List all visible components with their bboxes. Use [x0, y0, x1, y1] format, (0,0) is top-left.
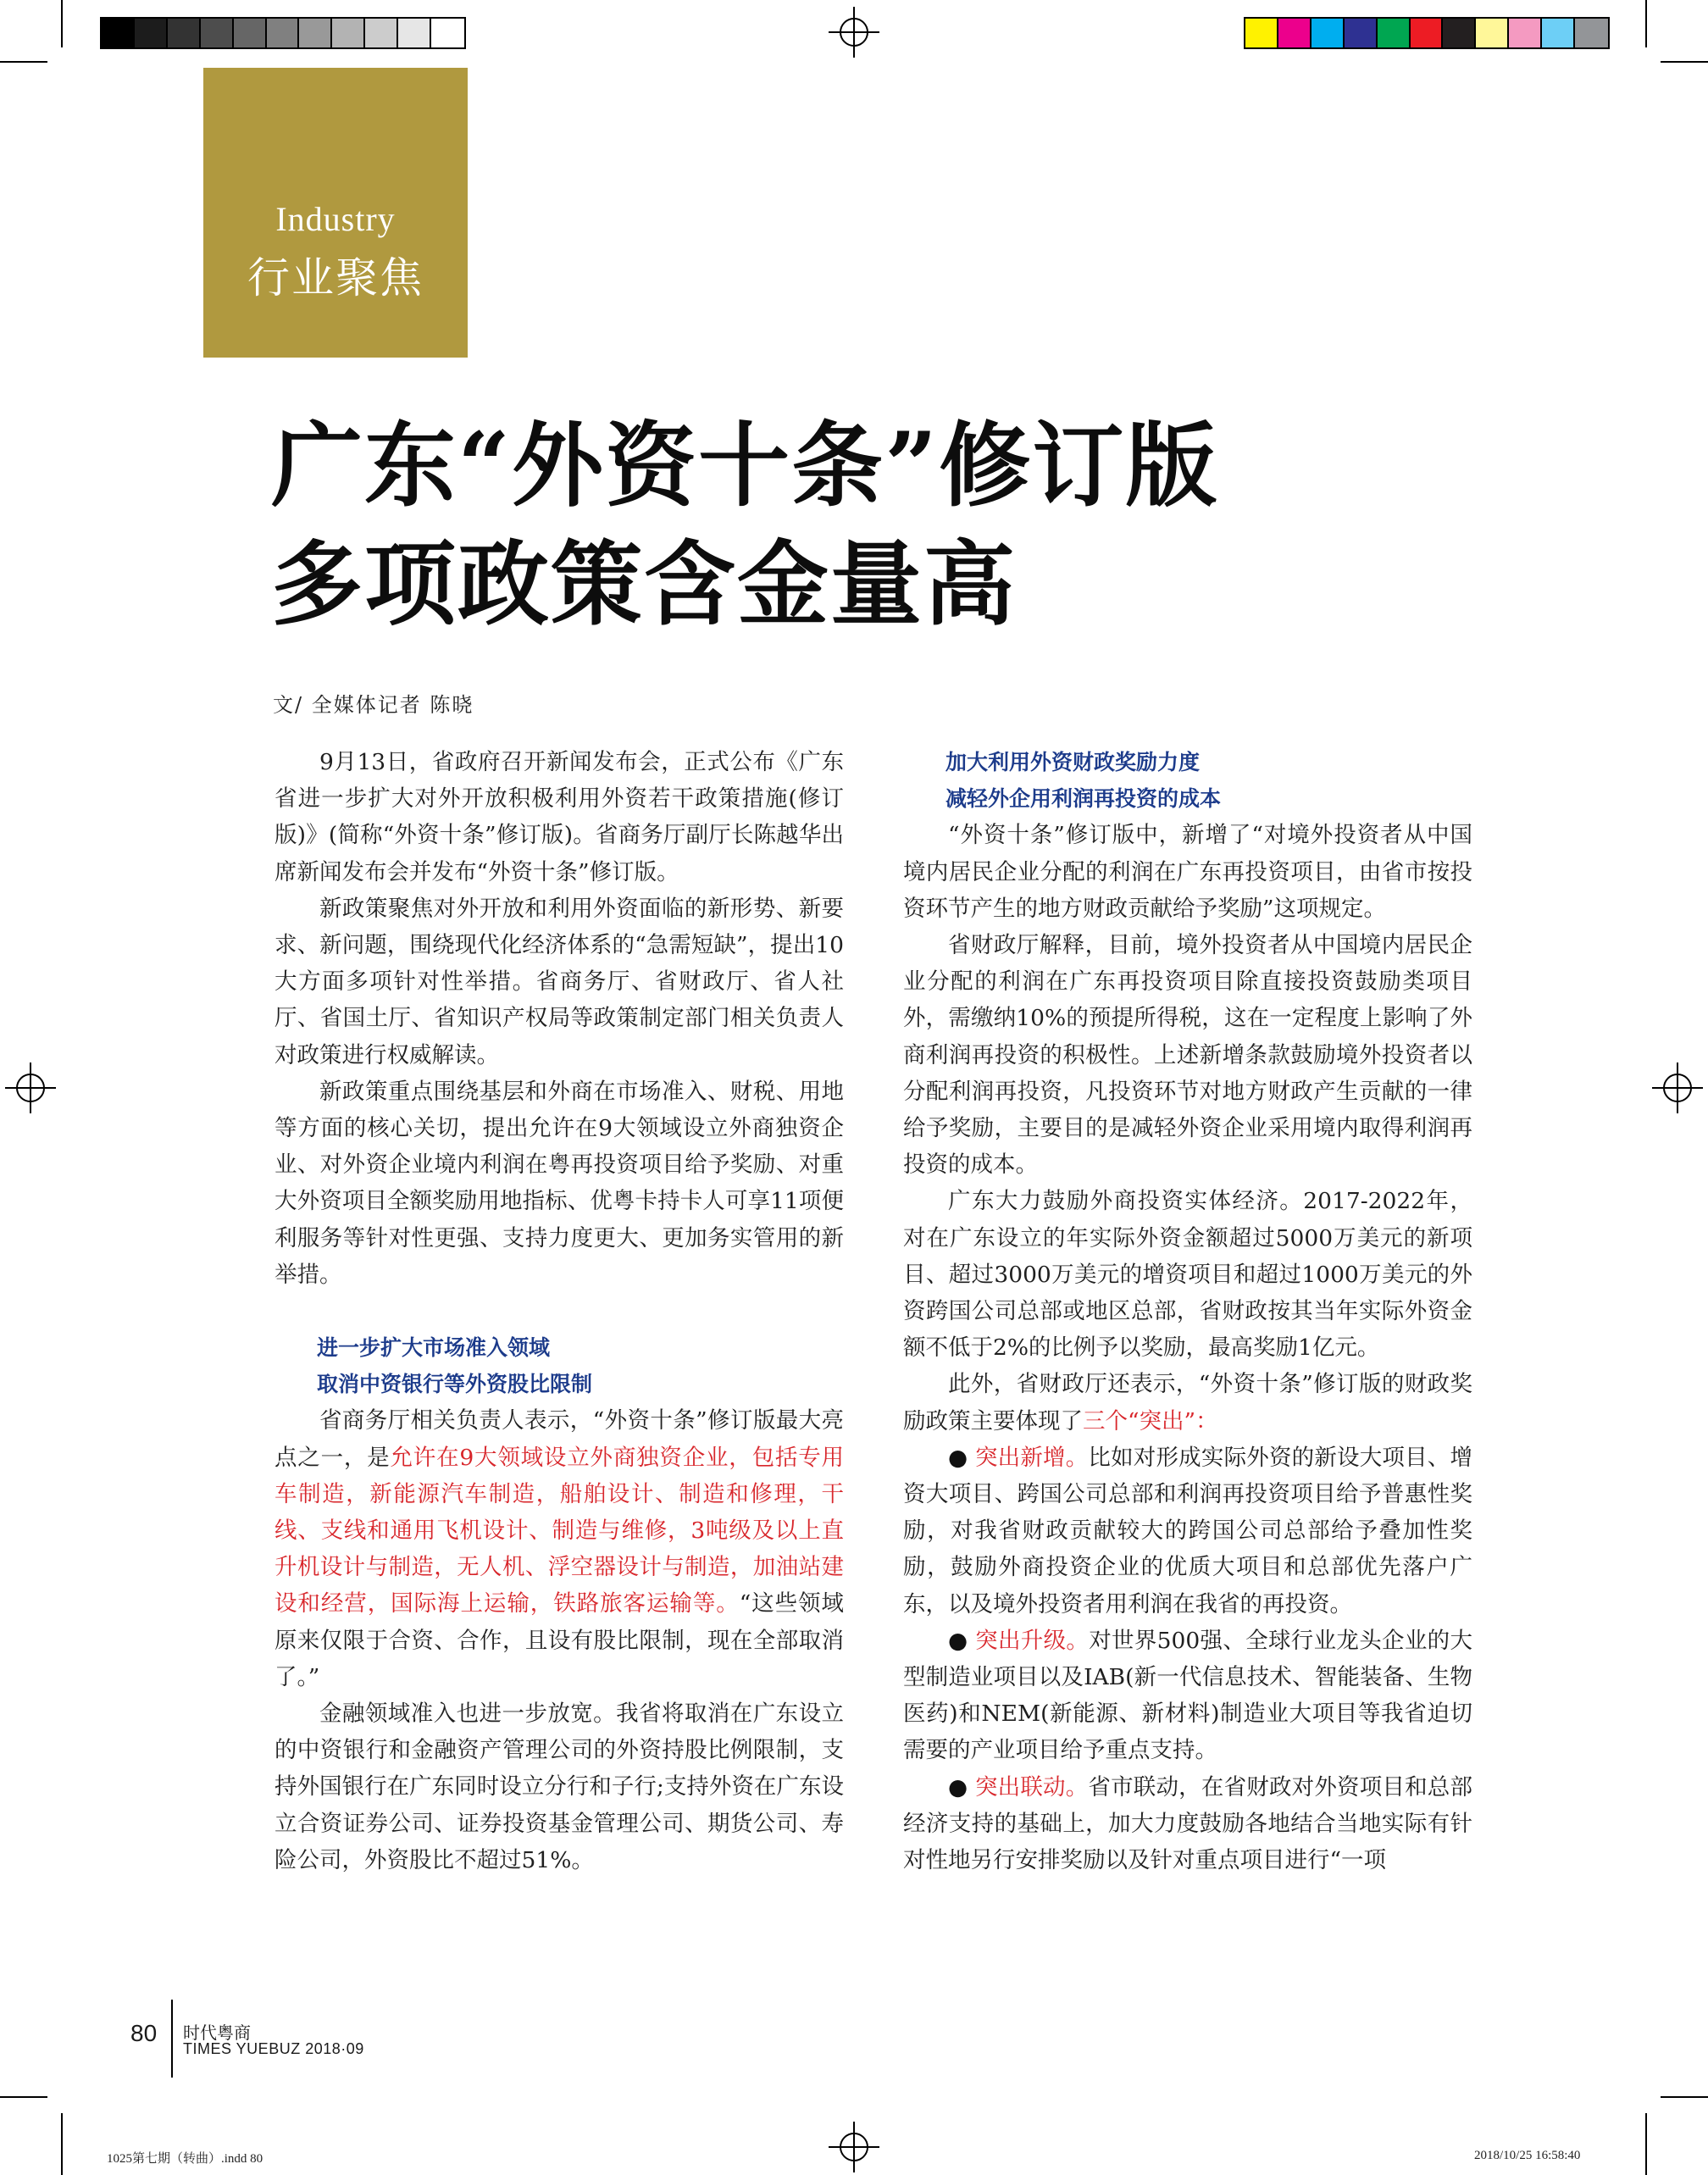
crop-mark	[1661, 2096, 1708, 2098]
crop-mark	[1661, 61, 1708, 63]
color-swatch	[267, 19, 300, 47]
page-number: 80	[130, 2020, 158, 2046]
paragraph: 新政策聚焦对外开放和利用外资面临的新形势、新要求、新问题，围绕现代化经济体系的“急需短缺”，提出10大方面多项针对性举措。省商务厅、省财政厅、省人社厅、省国土厅、省知识产权局等政策制定部门相关负责人对政策进行权威解读。	[274, 895, 844, 1068]
highlighted-text: 突出升级。	[975, 1627, 1090, 1654]
paragraph: 新政策重点围绕基层和外商在市场准入、财税、用地等方面的核心关切，提出允许在9大领域设立外商独资企业、对外资企业境内利润在粤再投资项目给予奖励、对重大外资项目全额奖励用地指标、优粤卡持卡人可享11项便利服务等针对性更强、支持力度更大、更加务实管用的新举措。	[274, 1078, 844, 1288]
subheading: 减轻外企用利润再投资的成本	[946, 786, 1222, 812]
color-swatch	[431, 19, 464, 47]
crop-mark	[0, 61, 47, 63]
highlighted-text: 突出联动。	[974, 1773, 1089, 1800]
right-column	[903, 744, 1472, 1878]
section-tag-chinese: 行业聚焦	[247, 253, 424, 302]
color-swatch	[1312, 19, 1345, 47]
crop-mark	[0, 2096, 47, 2098]
byline: 文/ 全媒体记者 陈晓	[273, 693, 474, 717]
color-swatch	[1245, 19, 1278, 47]
color-swatch	[102, 19, 135, 47]
color-swatch	[1476, 19, 1509, 47]
paragraph	[274, 1402, 844, 1695]
color-swatch	[365, 19, 398, 47]
section-tag	[203, 68, 468, 358]
subheading: 取消中资银行等外资股比限制	[317, 1372, 593, 1397]
color-swatch	[332, 19, 365, 47]
bullet-item	[903, 1769, 1472, 1879]
color-swatch	[234, 19, 267, 47]
paragraph: 省财政厅解释，目前，境外投资者从中国境内居民企业分配的利润在广东再投资项目除直接投资鼓励类项目外，需缴纳10%的预提所得税，这在一定程度上影响了外商利润再投资的积极性。上述新增条款鼓励境外投资者以分配利润再投资，凡投资环节对地方财政产生贡献的一律给予奖励，主要目的是减轻外资企业采用境内取得利润再投资的成本。	[903, 932, 1472, 1179]
article-title	[271, 407, 1457, 644]
crop-mark	[61, 2113, 63, 2175]
registration-mark-icon	[1652, 1063, 1703, 1113]
print-timestamp: 2018/10/25 16:58:40	[1474, 2149, 1581, 2162]
color-swatch	[201, 19, 234, 47]
color-swatch	[398, 19, 431, 47]
magazine-name: 时代粤商	[183, 2022, 251, 2043]
subheading: 进一步扩大市场准入领域	[317, 1335, 551, 1361]
color-swatch	[299, 19, 332, 47]
color-swatch	[1278, 19, 1312, 47]
text-run: “这些领域原来仅限于合资、合作，且设有股比限制，现在全部取消了。”	[274, 1590, 844, 1690]
grayscale-bar	[100, 17, 466, 49]
paragraph	[903, 1366, 1472, 1439]
text-run: 省商务厅相关负责人表示，“外资十条”修订版最大亮点之一，是	[274, 1407, 844, 1471]
color-swatch	[1542, 19, 1575, 47]
magazine-issue: TIMES YUEBUZ 2018·09	[183, 2040, 364, 2057]
process-color-bar	[1244, 17, 1610, 49]
folio-divider	[171, 2000, 173, 2078]
bullet-icon: ●	[948, 1773, 975, 1800]
color-swatch	[1443, 19, 1476, 47]
paragraph: 金融领域准入也进一步放宽。我省将取消在广东设立的中资银行和金融资产管理公司的外资持股比例限制，支持外国银行在广东同时设立分行和子行;支持外资在广东设立合资证券公司、证券投资基金管理公司、期货公司、寿险公司，外资股比不超过51%。	[274, 1701, 844, 1873]
paragraph: “外资十条”修订版中，新增了“对境外投资者从中国境内居民企业分配的利润在广东再投资项目，由省市按投资环节产生的地方财政贡献给予奖励”这项规定。	[903, 822, 1472, 922]
paragraph: 广东大力鼓励外商投资实体经济。2017-2022年，对在广东设立的年实际外资金额超过5000万美元的新项目、超过3000万美元的增资项目和超过1000万美元的外资跨国公司总部或地区总部，省财政按其当年实际外资金额不低于2%的比例予以奖励，最高奖励1亿元。	[903, 1188, 1472, 1362]
highlighted-text: 允许在9大领域设立外商独资企业，包括专用车制造，新能源汽车制造，船舶设计、制造和修理，干线、支线和通用飞机设计、制造与维修，3吨级及以上直升机设计与制造，无人机、浮空器设计与制造，加油站建设和经营，国际海上运输，铁路旅客运输等。	[274, 1444, 844, 1617]
highlighted-text: 三个“突出”：	[1083, 1407, 1218, 1434]
color-swatch	[135, 19, 168, 47]
text-run: 省市联动，在省财政对外资项目和总部经济支持的基础上，加大力度鼓励各地结合当地实际有针对性地另行安排奖励以及针对重点项目进行“一项	[903, 1773, 1473, 1874]
left-column	[274, 744, 844, 1878]
text-run: 比如对形成实际外资的新设大项目、增资大项目、跨国公司总部和利润再投资项目给予普惠性奖励，对我省财政贡献较大的跨国公司总部给予叠加性奖励，鼓励外商投资企业的优质大项目和总部优先落户广东，以及境外投资者用利润在我省的再投资。	[903, 1444, 1473, 1617]
bullet-item	[903, 1440, 1472, 1623]
color-swatch	[1509, 19, 1542, 47]
crop-mark	[61, 0, 63, 47]
color-swatch	[1345, 19, 1378, 47]
color-swatch	[168, 19, 201, 47]
paragraph: 9月13日，省政府召开新闻发布会，正式公布《广东省进一步扩大对外开放积极利用外资若干政策措施(修订版)》(简称“外资十条”修订版)。省商务厅副厅长陈越华出席新闻发布会并发布“外资十条”修订版。	[274, 749, 844, 885]
text-run: 此外，省财政厅还表示，“外资十条”修订版的财政奖励政策主要体现了	[903, 1371, 1472, 1434]
color-swatch	[1378, 19, 1411, 47]
highlighted-text: 突出新增。	[974, 1444, 1089, 1471]
title-line-1: 广东“外资十条”修订版	[271, 413, 1219, 519]
subheading: 加大利用外资财政奖励力度	[946, 750, 1201, 774]
crop-mark	[1645, 2113, 1647, 2175]
bullet-icon: ●	[948, 1627, 976, 1654]
title-line-2: 多项政策含金量高	[271, 531, 1018, 638]
crop-mark	[1645, 0, 1647, 47]
file-slug: 1025第七期（转曲）.indd 80	[107, 2152, 263, 2166]
bullet-item	[903, 1623, 1472, 1769]
color-swatch	[1411, 19, 1444, 47]
text-run: 对世界500强、全球行业龙头企业的大型制造业项目以及IAB(新一代信息技术、智能装备、生物医药)和NEM(新能源、新材料)制造业大项目等我省迫切需要的产业项目给予重点支持。	[903, 1627, 1472, 1764]
registration-mark-icon	[829, 7, 879, 58]
color-swatch	[1575, 19, 1608, 47]
registration-mark-icon	[829, 2122, 879, 2172]
bullet-icon: ●	[948, 1444, 975, 1471]
section-tag-english: Industry	[275, 200, 396, 238]
registration-mark-icon	[5, 1063, 56, 1113]
